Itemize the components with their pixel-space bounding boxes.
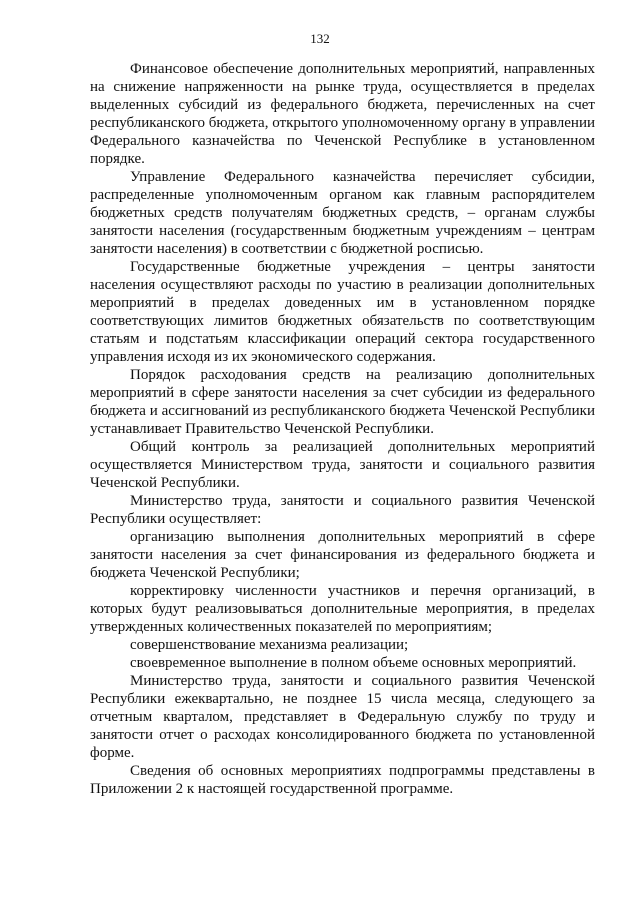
paragraph-quarterly-report: Министерство труда, занятости и социального развития Чеченской Республики ежеквартально, не позднее 15 числа месяца, следующего за отчетным кварталом, представляет в Федеральную службу по труду и занятости отчет о расходах консолидированного бюджета по установленной форме. [90, 673, 595, 761]
paragraph-employment-centers: Государственные бюджетные учреждения – центры занятости населения осуществляют расходы по участию в реализации дополнительных мероприятий в пределах доведенных им в установленном порядке соответствующих лимитов бюджетных обязательств по соответствующим статьям и подстатьям классификации операций сектора государственного управления исходя из их экономического содержания. [90, 259, 595, 365]
paragraph-appendix-reference: Сведения об основных мероприятиях подпрограммы представлены в Приложении 2 к настоящей государственной программе. [90, 763, 595, 797]
page-number: 132 [310, 31, 330, 46]
paragraph-ministry-duties: Министерство труда, занятости и социального развития Чеченской Республики осуществляет: [90, 493, 595, 527]
paragraph-spending-order: Порядок расходования средств на реализацию дополнительных мероприятий в сфере занятости населения за счет субсидии из федерального бюджета и ассигнований из республиканского бюджета Чеченской Республики устанавливает Правительство Чеченской Республики. [90, 367, 595, 437]
paragraph-general-control: Общий контроль за реализацией дополнительных мероприятий осуществляется Министерством труда, занятости и социального развития Чеченской Республики. [90, 439, 595, 491]
paragraph-treasury: Управление Федерального казначейства перечисляет субсидии, распределенные уполномоченным органом как главным распорядителем бюджетных средств получателям бюджетных средств, – органам службы занятости населения (государственным бюджетным учреждениям – центрам занятости населения) в соответствии с бюджетной росписью. [90, 169, 595, 257]
document-body [90, 60, 595, 798]
paragraph-financing: Финансовое обеспечение дополнительных мероприятий, направленных на снижение напряженности на рынке труда, осуществляется в пределах выделенных субсидий из федерального бюджета, перечисленных на счет республиканского бюджета, открытого уполномоченному органу в управлении Федерального казначейства по Чеченской Республике в установленном порядке. [90, 61, 595, 167]
list-item-improvement: совершенствование механизма реализации; [130, 637, 409, 653]
list-item-organization: организацию выполнения дополнительных мероприятий в сфере занятости населения за счет финансирования из федерального бюджета и бюджета Чеченской Республики; [90, 529, 595, 581]
list-item-timely-execution: своевременное выполнение в полном объеме основных мероприятий. [130, 655, 577, 671]
list-item-adjustment: корректировку численности участников и перечня организаций, в которых будут реализовываться дополнительные мероприятия, в пределах утвержденных количественных показателей по мероприятиям; [90, 583, 595, 635]
